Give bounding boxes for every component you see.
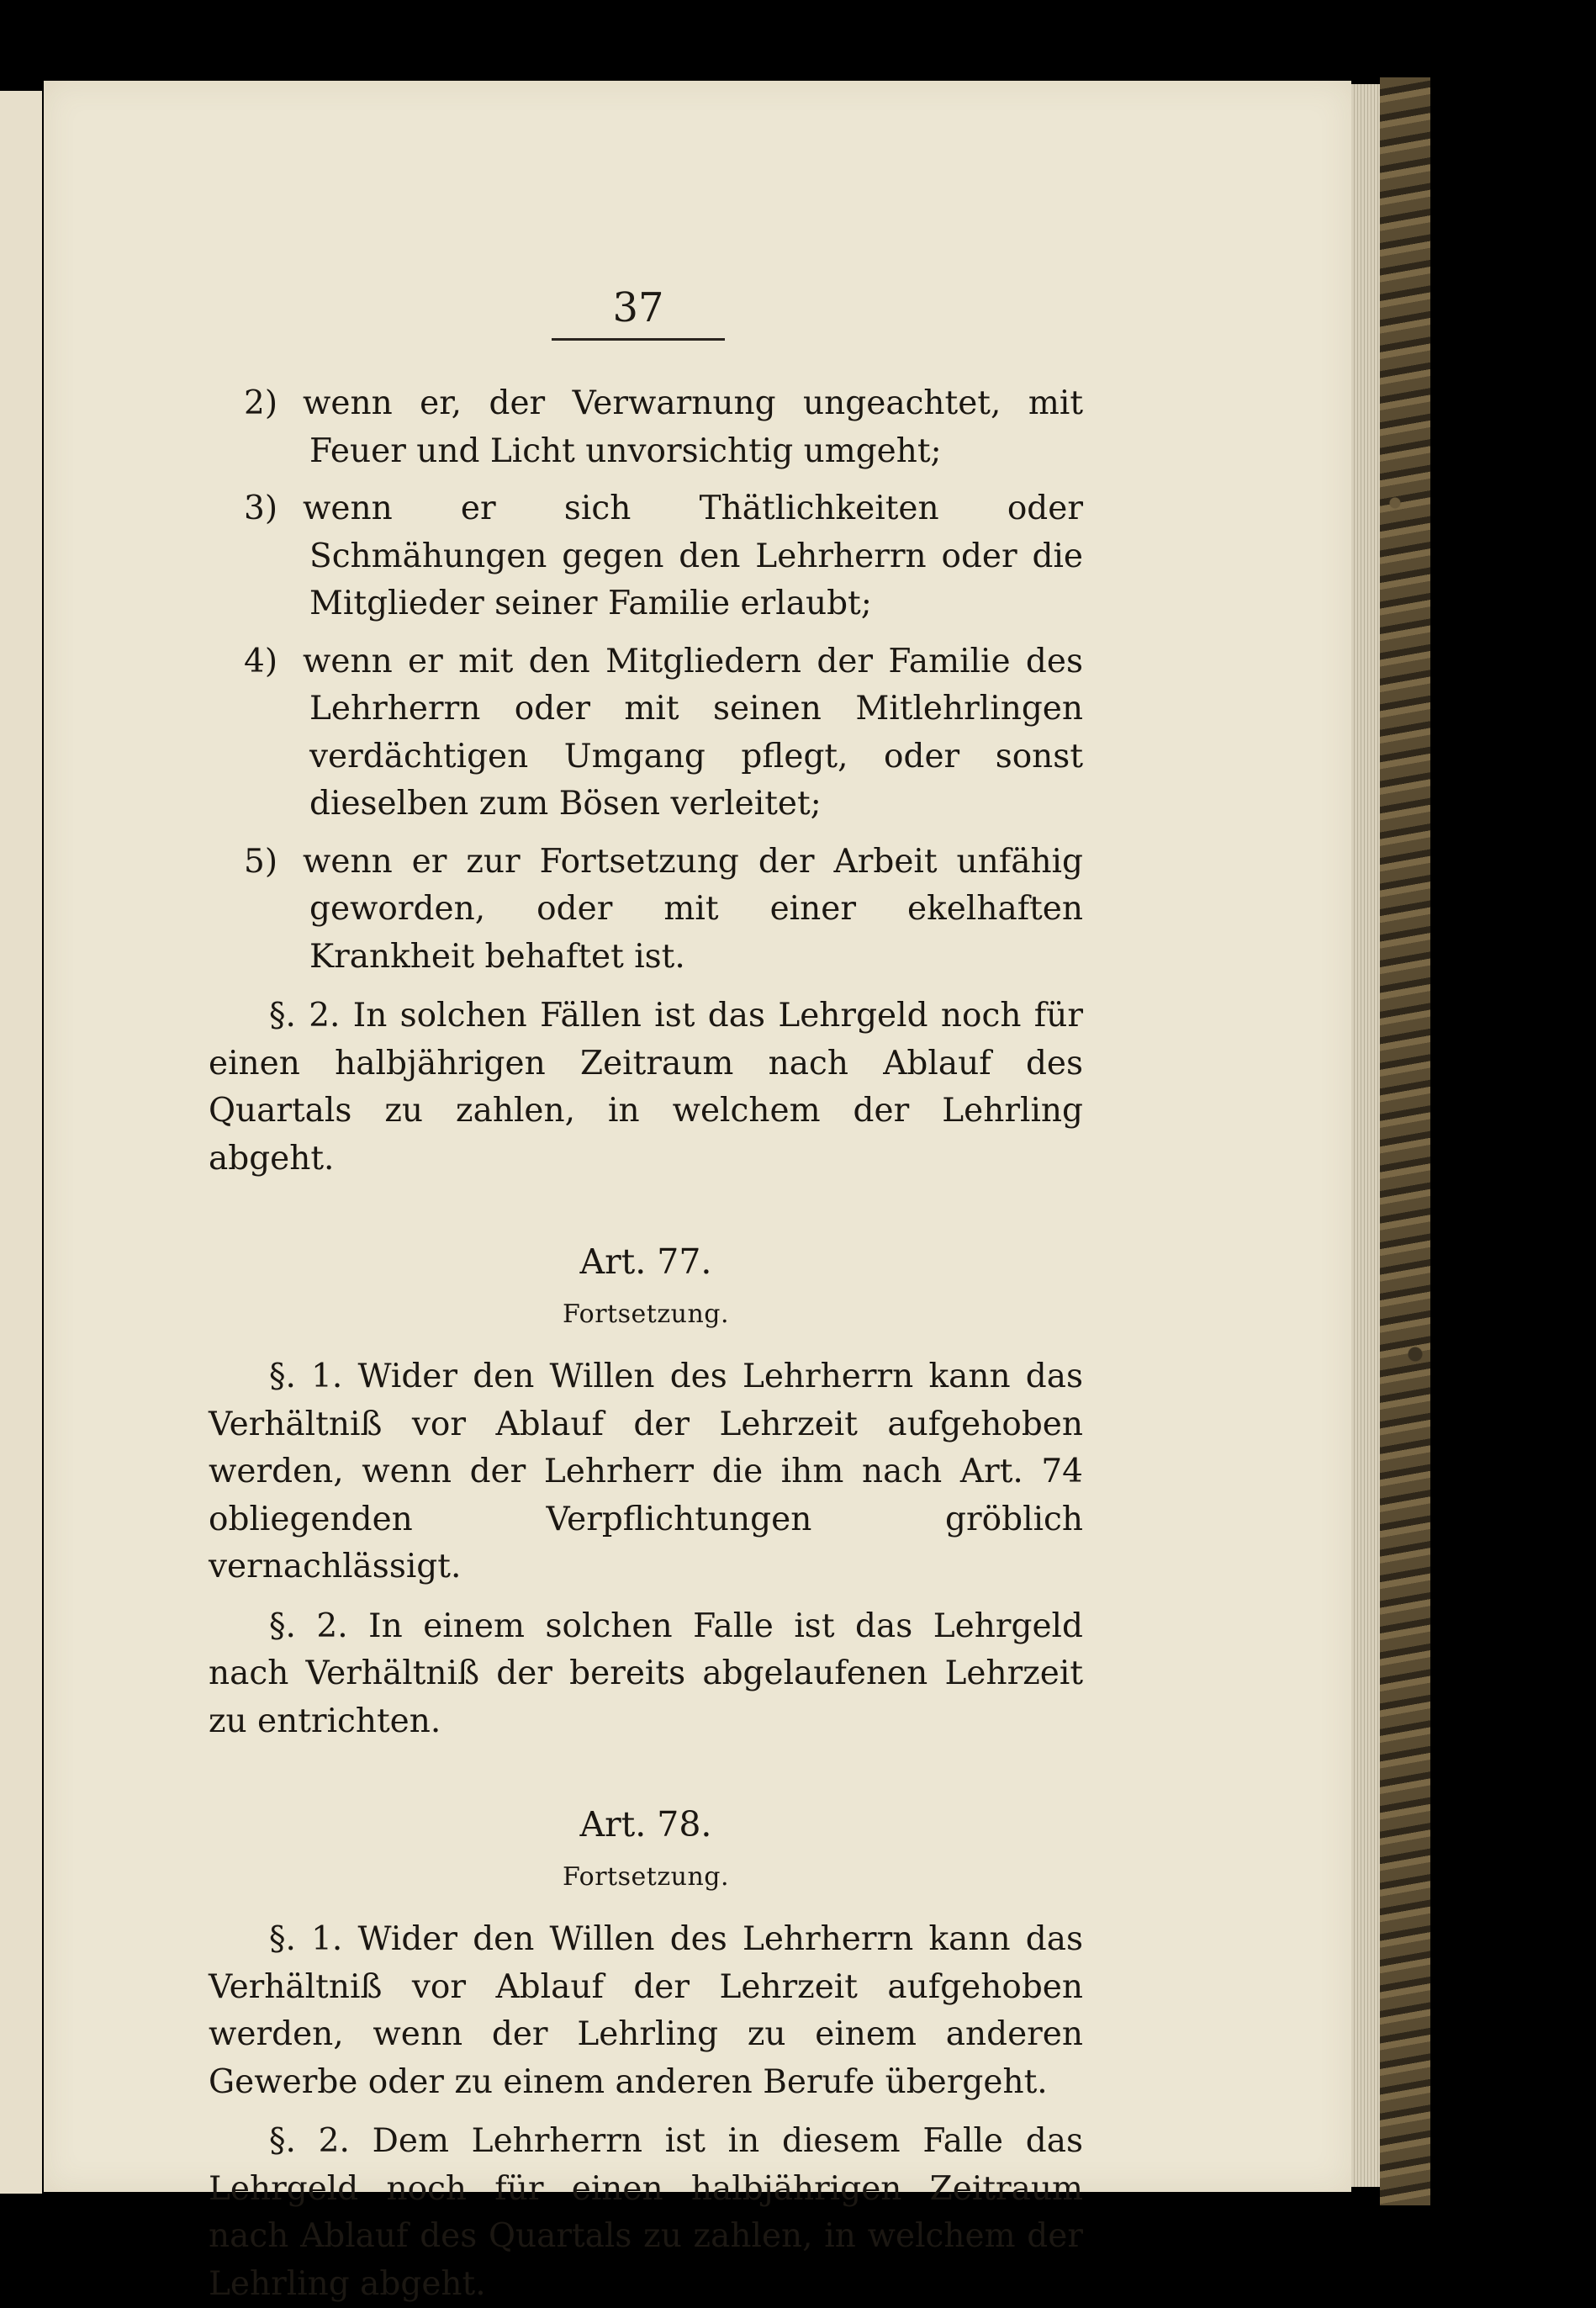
adjacent-page-edge [0, 91, 42, 2194]
marbled-cover [1380, 77, 1430, 2205]
item-number: 3) [244, 490, 278, 527]
article-78-heading: Art. 78. [579, 1804, 712, 1845]
page-number: 37 [552, 284, 725, 341]
item-text: wenn er, der Verwarnung ungeachtet, mit Feuer und Licht unvorsichtig umgeht; [303, 384, 1083, 470]
item-number: 4) [244, 642, 278, 680]
article-77-paragraph-2: §. 2. In einem solchen Falle ist das Lehrgeld nach Verhältniß der bereits abgelaufenen Lehrzeit zu entrichten. [209, 1607, 1083, 1740]
item-number: 5) [244, 842, 278, 881]
article-78-paragraph-1: §. 1. Wider den Willen des Lehrherrn kann das Verhältniß vor Ablauf der Lehrzeit aufgehoben werden, wenn der Lehrling zu einem anderen Gewerbe oder zu einem anderen Berufe übergeht. [209, 1920, 1083, 2101]
article-78-subheading: Fortsetzung. [562, 1861, 730, 1892]
page-stack-edges [1351, 84, 1380, 2187]
item-text: wenn er zur Fortsetzung der Arbeit unfähig geworden, oder mit einer ekelhaften Krankheit behaftet ist. [303, 842, 1083, 976]
article-77-subheading: Fortsetzung. [562, 1299, 730, 1329]
list-item [209, 485, 1083, 628]
item-number: 2) [244, 384, 278, 422]
article-78-paragraph-2: §. 2. Dem Lehrherrn ist in diesem Falle das Lehrgeld noch für einen halbjährigen Zeitraum nach Ablauf des Quartals zu zahlen, in welchem der Lehrling abgeht. [209, 2122, 1083, 2303]
item-text: wenn er sich Thätlichkeiten oder Schmähungen gegen den Lehrherrn oder die Mitglieder seiner Familie erlaubt; [303, 490, 1083, 622]
page-body [209, 380, 1083, 2308]
list-item [209, 380, 1083, 475]
paragraph-section-2: §. 2. In solchen Fällen ist das Lehrgeld noch für einen halbjährigen Zeitraum nach Ablauf des Quartals zu zahlen, in welchem der Lehrling abgeht. [209, 997, 1083, 1178]
list-item [209, 839, 1083, 982]
article-77-paragraph-1: §. 1. Wider den Willen des Lehrherrn kann das Verhältniß vor Ablauf der Lehrzeit aufgehoben werden, wenn der Lehrherr die ihm nach Art. 74 obliegenden Verpflichtungen gröblich vernachlässigt. [209, 1358, 1083, 1585]
item-text: wenn er mit den Mitgliedern der Familie des Lehrherrn oder mit seinen Mitlehrlingen verdächtigen Umgang pflegt, oder sonst dieselben zum Bösen verleitet; [303, 642, 1083, 823]
article-77-heading: Art. 77. [579, 1241, 712, 1282]
list-item [209, 638, 1083, 828]
